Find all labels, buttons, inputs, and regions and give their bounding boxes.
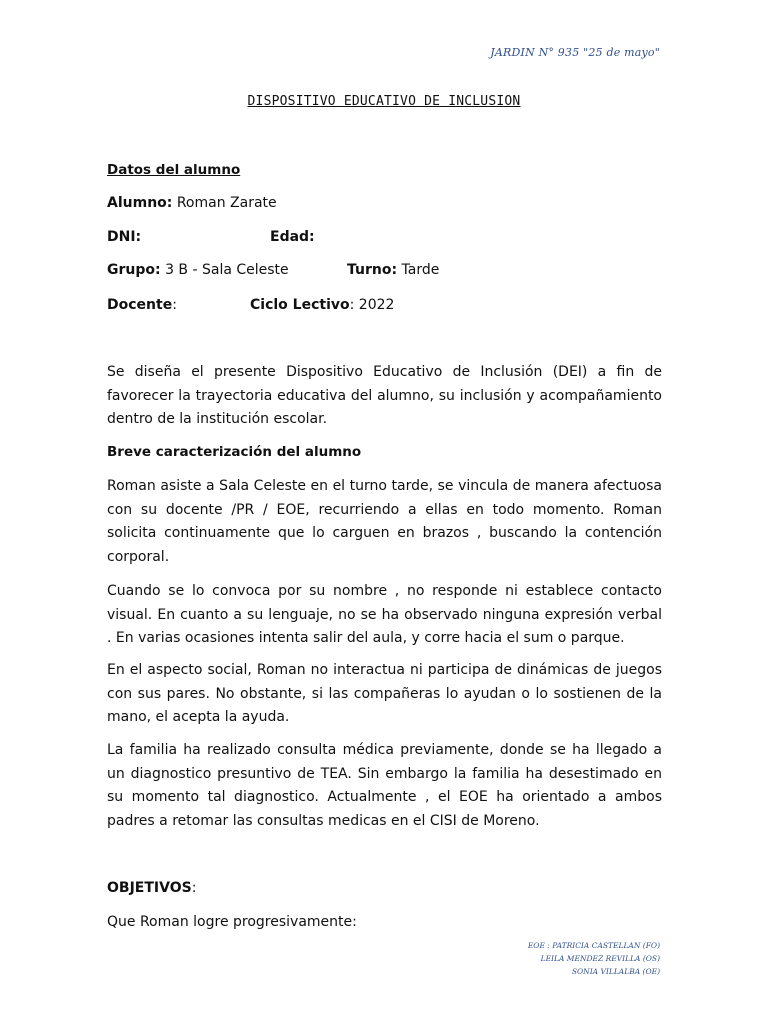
document-title: DISPOSITIVO EDUCATIVO DE INCLUSION xyxy=(247,94,521,109)
objetivos-lead: Que Roman logre progresivamente: xyxy=(107,914,357,930)
caracterizacion-paragraph-1: Roman asiste a Sala Celeste en el turno tarde, se vincula de manera afectuosa con su docente /PR / EOE, recurriendo a ellas en todo momento. Roman solicita continuamente que lo carguen en brazos , buscando la contención corporal. xyxy=(107,478,662,565)
grupo-turno-row xyxy=(107,262,440,278)
caracterizacion-paragraph-4: La familia ha realizado consulta médica previamente, donde se ha llegado a un diagnostico presuntivo de TEA. Sin embargo la familia ha desestimado en su momento tal diagnostico. Actualmente , el EOE ha orientado a ambos padres a retomar las consultas medicas en el CISI de Moreno. xyxy=(107,742,662,829)
docente-colon: : xyxy=(172,297,177,313)
objetivos-colon: : xyxy=(191,880,197,896)
signer-line: EOE : PATRICIA CASTELLAN (FO) xyxy=(527,941,660,950)
edad-label: Edad: xyxy=(270,229,315,245)
docente-label: Docente xyxy=(107,297,173,313)
signer-line: LEILA MENDEZ REVILLA (OS) xyxy=(540,954,660,963)
turno-group xyxy=(347,262,439,278)
grupo-label: Grupo: xyxy=(107,262,161,278)
turno-label: Turno: xyxy=(347,262,398,278)
alumno-value: Roman Zarate xyxy=(176,195,277,211)
turno-value: Tarde xyxy=(401,262,440,278)
ciclo-value: 2022 xyxy=(358,297,395,313)
datos-heading: Datos del alumno xyxy=(107,162,241,178)
ciclo-colon: : xyxy=(349,297,355,313)
alumno-row xyxy=(107,195,277,211)
dni-edad-row xyxy=(107,229,315,245)
ciclo-label: Ciclo Lectivo xyxy=(250,297,350,313)
intro-paragraph: Se diseña el presente Dispositivo Educativo de Inclusión (DEI) a fin de favorecer la trayectoria educativa del alumno, su inclusión y acompañamiento dentro de la institución escolar. xyxy=(107,364,662,427)
school-header: JARDIN N° 935 "25 de mayo" xyxy=(490,46,660,59)
alumno-label: Alumno: xyxy=(107,195,173,211)
signer-line: SONIA VILLALBA (OE) xyxy=(571,967,660,976)
caracterizacion-paragraph-3: En el aspecto social, Roman no interactua ni participa de dinámicas de juegos con sus pares. No obstante, si las compañeras lo ayudan o lo sostienen de la mano, el acepta la ayuda. xyxy=(107,662,662,725)
footer-signers xyxy=(528,939,660,978)
objetivos-heading: OBJETIVOS xyxy=(107,880,192,896)
docente-ciclo-row xyxy=(107,297,395,313)
objetivos-heading-row xyxy=(107,880,196,896)
caracterizacion-paragraph-2: Cuando se lo convoca por su nombre , no responde ni establece contacto visual. En cuanto a su lenguaje, no se ha observado ninguna expresión verbal . En varias ocasiones intenta salir del aula, y corre hacia el sum o parque. xyxy=(107,583,662,646)
ciclo-group xyxy=(250,297,394,313)
dni-label: DNI: xyxy=(107,229,142,245)
caracterizacion-heading: Breve caracterización del alumno xyxy=(107,444,362,460)
grupo-value: 3 B - Sala Celeste xyxy=(165,262,289,278)
